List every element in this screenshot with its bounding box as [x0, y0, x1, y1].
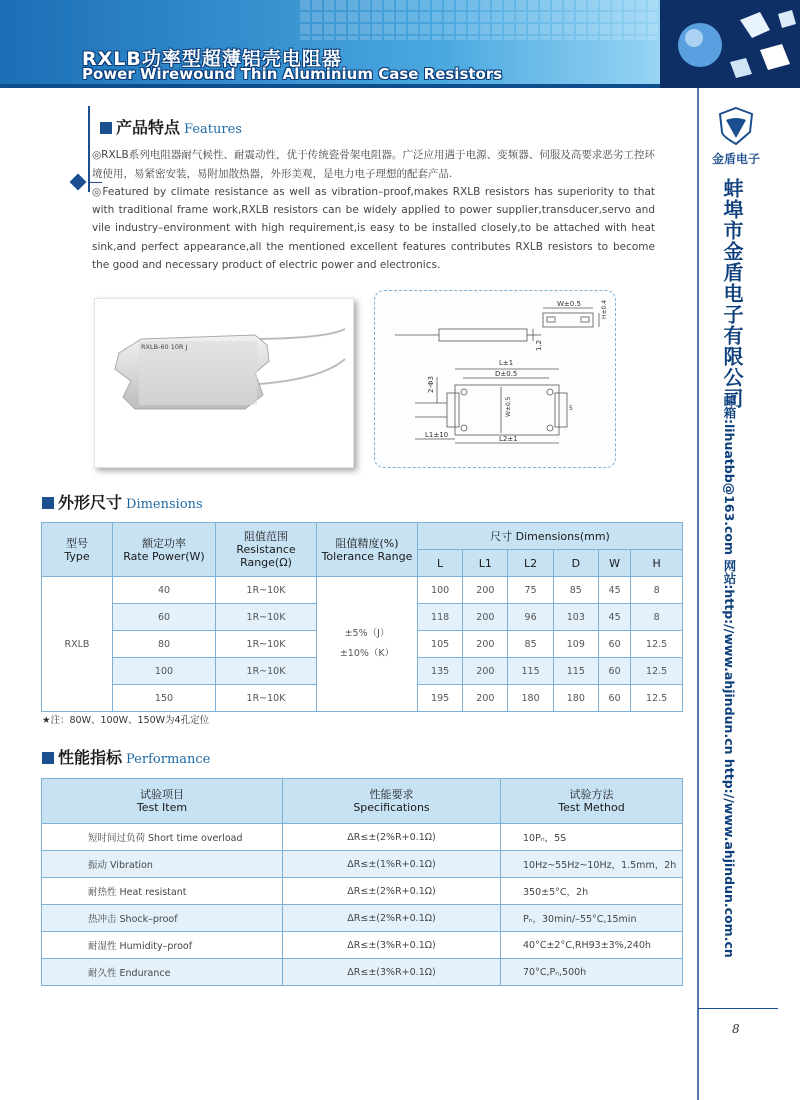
cell-l1: 200 [463, 685, 508, 712]
table-header-row [42, 523, 683, 550]
cell-h: 12.5 [631, 658, 683, 685]
page-number: 8 [732, 1022, 740, 1036]
cell-item: 耐热性 Heat resistant [42, 878, 283, 905]
header-tolerance: 阻值精度(%) Tolerance Range [317, 523, 418, 577]
cell-spec: ΔR≤±(2%R+0.1Ω) [283, 824, 501, 851]
cell-h: 12.5 [631, 631, 683, 658]
dim-d-label: D±0.5 [495, 370, 518, 378]
cell-l: 195 [418, 685, 463, 712]
cell-range: 1R~10K [216, 685, 317, 712]
dim-l-label: L±1 [499, 359, 514, 367]
features-title-en: Features [184, 122, 242, 137]
cell-w: 45 [598, 604, 630, 631]
cell-item: 耐久性 Endurance [42, 959, 283, 986]
heading-square-icon [100, 122, 112, 134]
page-rule [698, 1008, 778, 1009]
cell-w: 45 [598, 577, 630, 604]
cell-power: 100 [113, 658, 216, 685]
cell-power: 80 [113, 631, 216, 658]
cell-l2: 85 [508, 631, 553, 658]
table-row [42, 577, 683, 604]
cell-spec: ΔR≤±(2%R+0.1Ω) [283, 905, 501, 932]
cell-range: 1R~10K [216, 658, 317, 685]
cell-item: 振动 Vibration [42, 851, 283, 878]
features-title-cn: 产品特点 [116, 118, 181, 137]
heading-square-icon [42, 497, 54, 509]
cell-w: 60 [598, 631, 630, 658]
cell-spec: ΔR≤±(3%R+0.1Ω) [283, 959, 501, 986]
dimensions-title-en: Dimensions [126, 497, 203, 512]
crystal-graphic [660, 0, 800, 88]
header-col-w: W [598, 550, 630, 577]
cell-power: 40 [113, 577, 216, 604]
table-header-row [42, 779, 683, 824]
diamond-marker [70, 174, 87, 191]
resistor-photo-graphic [95, 299, 353, 467]
header-range: 阻值范围 Resistance Range(Ω) [216, 523, 317, 577]
sidebar-divider [692, 88, 704, 1100]
performance-table [41, 778, 683, 986]
cell-l1: 200 [463, 631, 508, 658]
dimensions-note: ★注：80W、100W、150W为4孔定位 [42, 715, 210, 726]
cell-item: 短时间过负荷 Short time overload [42, 824, 283, 851]
cell-d: 180 [553, 685, 598, 712]
dimension-drawing-graphic [375, 291, 615, 467]
page-title-en: Power Wirewound Thin Aluminium Case Resistors [82, 65, 503, 83]
header-specifications: 性能要求 Specifications [283, 779, 501, 824]
cell-item: 耐湿性 Humidity–proof [42, 932, 283, 959]
dim-12-label: 1.2 [535, 339, 543, 351]
cell-tolerance [317, 577, 418, 712]
company-name: 蚌埠市金盾电子有限公司 [720, 178, 744, 409]
contact-info: 邮箱:lihuatbb@163.com 网站:http://www.ahjindun.cn http://www.ahjindun.com.cn [722, 394, 737, 958]
tolerance-k: ±10%（K） [339, 648, 395, 659]
heading-square-icon [42, 752, 54, 764]
dim-l1-label: L1±10 [425, 431, 449, 439]
cell-method: Pₙ，30min/–55°C,15min [501, 905, 683, 932]
cell-method: 10Pₙ，5S [501, 824, 683, 851]
performance-title-cn: 性能指标 [58, 748, 123, 767]
logo-text: 金盾电子 [711, 152, 760, 166]
dim-w-label: W±0.5 [557, 300, 581, 308]
cell-power: 60 [113, 604, 216, 631]
cell-l1: 200 [463, 658, 508, 685]
dimension-drawing [374, 290, 616, 468]
cell-d: 103 [553, 604, 598, 631]
cell-range: 1R~10K [216, 604, 317, 631]
features-paragraph-en: ◎Featured by climate resistance as well as vibration–proof,makes RXLB resistors has superiority to that with traditional frame work,RXLB resistors can be widely applied to power supplier,transducer,servo and vile industry–environment with high requirement,is easy to be installed closely,to be attached with heat sink,and perfect appearance,all the mentioned excellent features contributes RXLB resistors to become the good and necessary product of electric power and electronics. [92, 186, 655, 271]
header-dimensions-group: 尺寸 Dimensions(mm) [418, 523, 683, 550]
cell-w: 60 [598, 658, 630, 685]
cell-l2: 96 [508, 604, 553, 631]
dimensions-table [41, 522, 683, 712]
dim-s-label: 5 [569, 405, 573, 412]
cell-spec: ΔR≤±(1%R+0.1Ω) [283, 851, 501, 878]
table-row [42, 959, 683, 986]
page-title-cn: RXLB功率型超薄铝壳电阻器 [82, 48, 342, 70]
cell-method: 350±5°C，2h [501, 878, 683, 905]
cell-method: 10Hz~55Hz~10Hz，1.5mm，2h [501, 851, 683, 878]
company-logo-icon [718, 106, 754, 146]
cell-item: 热冲击 Shock–proof [42, 905, 283, 932]
tolerance-j: ±5%（J） [344, 628, 390, 639]
table-row [42, 824, 683, 851]
features-paragraph-cn: ◎RXLB系列电阻器耐气候性、耐震动性，优于传统瓷骨架电阻器。广泛应用遇于电源、变频器、伺服及高要求恶劣工控环境使用，易紧密安装，易附加散热器，外形美观，是电力电子理想的配套产品. [92, 149, 655, 180]
section-rule [88, 106, 90, 192]
performance-title-en: Performance [126, 752, 211, 767]
performance-heading [42, 745, 210, 768]
cell-method: 40°C±2°C,RH93±3%,240h [501, 932, 683, 959]
header-col-l2: L2 [508, 550, 553, 577]
cell-type: RXLB [42, 577, 113, 712]
cell-w: 60 [598, 685, 630, 712]
product-photo [94, 298, 354, 468]
table-row [42, 851, 683, 878]
header-col-l1: L1 [463, 550, 508, 577]
cell-l2: 180 [508, 685, 553, 712]
header-col-h: H [631, 550, 683, 577]
dim-w-side-label: W±0.5 [505, 396, 512, 417]
cell-l1: 200 [463, 604, 508, 631]
cell-h: 12.5 [631, 685, 683, 712]
cell-range: 1R~10K [216, 631, 317, 658]
table-row [42, 932, 683, 959]
table-row [42, 905, 683, 932]
cell-l: 135 [418, 658, 463, 685]
dimensions-heading [42, 490, 203, 513]
cell-l1: 200 [463, 577, 508, 604]
cell-range: 1R~10K [216, 577, 317, 604]
cell-l: 118 [418, 604, 463, 631]
header-type: 型号 Type [42, 523, 113, 577]
cell-d: 109 [553, 631, 598, 658]
cell-method: 70°C,Pₙ,500h [501, 959, 683, 986]
cell-l2: 75 [508, 577, 553, 604]
dim-l2-label: L2±1 [499, 435, 518, 443]
cell-l: 100 [418, 577, 463, 604]
sidebar [692, 88, 800, 1100]
cell-spec: ΔR≤±(2%R+0.1Ω) [283, 878, 501, 905]
dimensions-title-cn: 外形尺寸 [58, 493, 123, 512]
cell-spec: ΔR≤±(3%R+0.1Ω) [283, 932, 501, 959]
dim-phi-label: 2-Φ3 [427, 376, 435, 393]
photo-label: RXLB-60 10R J [141, 343, 188, 351]
cell-h: 8 [631, 604, 683, 631]
header-col-l: L [418, 550, 463, 577]
cell-power: 150 [113, 685, 216, 712]
header-col-d: D [553, 550, 598, 577]
dim-h-label: H±0.4 [601, 299, 608, 319]
cell-l2: 115 [508, 658, 553, 685]
header-power: 额定功率 Rate Power(W) [113, 523, 216, 577]
cell-h: 8 [631, 577, 683, 604]
table-row [42, 878, 683, 905]
header-test-item: 试验项目 Test Item [42, 779, 283, 824]
cell-d: 115 [553, 658, 598, 685]
cell-l: 105 [418, 631, 463, 658]
header-test-method: 试验方法 Test Method [501, 779, 683, 824]
features-heading [100, 115, 242, 138]
cell-d: 85 [553, 577, 598, 604]
header-banner [0, 0, 800, 88]
